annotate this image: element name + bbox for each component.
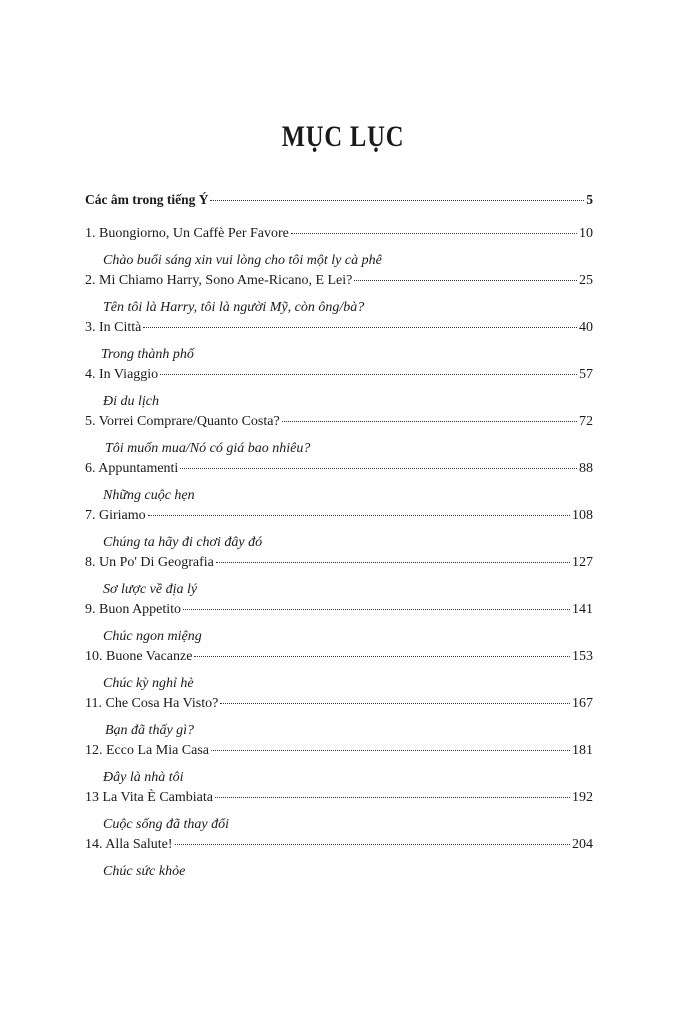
dot-leader <box>291 232 577 234</box>
toc-entry-page: 127 <box>572 554 593 570</box>
toc-entry-page: 40 <box>579 319 593 335</box>
toc-entry <box>85 790 593 814</box>
toc-entry-page: 57 <box>579 366 593 382</box>
toc-entry-subtitle: Chúc sức khỏe <box>103 864 186 879</box>
toc-entry <box>85 649 593 673</box>
page-title: MỤC LỤC <box>281 120 405 153</box>
dot-leader <box>194 655 570 657</box>
toc-entry <box>85 508 593 532</box>
dot-leader <box>183 608 570 610</box>
toc-entry-label: 8. Un Po' Di Geografia <box>85 554 214 570</box>
toc-entry-page: 5 <box>586 192 593 207</box>
toc-entry-label: 4. In Viaggio <box>85 366 159 382</box>
toc-entry <box>85 367 593 391</box>
toc-entry-label: 13 La Vita È Cambiata <box>85 789 213 805</box>
toc-entry-page: 167 <box>572 695 593 711</box>
dot-leader <box>354 279 577 281</box>
toc-entry <box>85 273 593 297</box>
toc-entry-label: 3. In Città <box>85 319 142 335</box>
toc-entry-page: 10 <box>579 225 593 241</box>
toc-entry-page: 88 <box>579 460 593 476</box>
toc-entry-subtitle: Tên tôi là Harry, tôi là người Mỹ, còn ông/bà? <box>103 300 365 315</box>
toc-entry-subtitle: Chúng ta hãy đi chơi đây đó <box>103 535 263 550</box>
toc-entry-page: 181 <box>572 742 593 758</box>
dot-leader <box>143 326 577 328</box>
dot-leader <box>180 467 577 469</box>
toc-entry-page: 108 <box>572 507 593 523</box>
toc-entry <box>85 555 593 579</box>
toc-entry-label: 6. Appuntamenti <box>85 460 179 476</box>
toc-entry-subtitle: Chúc kỳ nghỉ hè <box>103 676 194 691</box>
toc-entry-page: 25 <box>579 272 593 288</box>
toc-entry-subtitle: Sơ lược về địa lý <box>103 582 198 597</box>
dot-leader <box>210 199 584 201</box>
dot-leader <box>175 843 571 845</box>
toc-entry-subtitle: Chào buổi sáng xin vui lòng cho tôi một ly cà phê <box>103 253 382 268</box>
toc-entry-subtitle: Cuộc sống đã thay đổi <box>103 817 229 832</box>
toc-entry-page: 153 <box>572 648 593 664</box>
toc-entry-subtitle: Những cuộc hẹn <box>103 488 195 503</box>
toc-entry-label: 11. Che Cosa Ha Visto? <box>85 695 219 711</box>
table-of-contents <box>85 192 593 884</box>
dot-leader <box>160 373 577 375</box>
toc-entry-label: 14. Alla Salute! <box>85 836 173 852</box>
toc-entry-page: 72 <box>579 413 593 429</box>
toc-entry <box>85 320 593 344</box>
dot-leader <box>211 749 570 751</box>
toc-entry-label: 9. Buon Appetito <box>85 601 182 617</box>
toc-entry-intro <box>85 192 593 216</box>
dot-leader <box>215 796 570 798</box>
toc-entry-subtitle: Tôi muốn mua/Nó có giá bao nhiêu? <box>105 441 311 456</box>
toc-entry-page: 192 <box>572 789 593 805</box>
toc-entry-page: 141 <box>572 601 593 617</box>
toc-entry-label: Các âm trong tiếng Ý <box>85 192 209 207</box>
toc-entry-subtitle: Đây là nhà tôi <box>103 770 184 785</box>
dot-leader <box>216 561 570 563</box>
toc-entry <box>85 602 593 626</box>
toc-entry <box>85 226 593 250</box>
toc-entry-label: 1. Buongiorno, Un Caffè Per Favore <box>85 225 289 241</box>
toc-entry-subtitle: Trong thành phố <box>101 347 194 362</box>
toc-entry <box>85 837 593 861</box>
dot-leader <box>148 514 570 516</box>
toc-entry <box>85 461 593 485</box>
toc-entry-subtitle: Chúc ngon miệng <box>103 629 202 644</box>
toc-entry-subtitle: Đi du lịch <box>103 394 159 409</box>
toc-entry-label: 5. Vorrei Comprare/Quanto Costa? <box>85 413 280 429</box>
toc-entry-label: 2. Mi Chiamo Harry, Sono Ame-Ricano, E Lei? <box>85 272 353 288</box>
toc-entry-label: 12. Ecco La Mia Casa <box>85 742 210 758</box>
dot-leader <box>220 702 570 704</box>
toc-entry-subtitle: Bạn đã thấy gì? <box>105 723 195 738</box>
toc-entry-page: 204 <box>572 836 593 852</box>
toc-entry-label: 10. Buone Vacanze <box>85 648 193 664</box>
toc-entry-label: 7. Giriamo <box>85 507 146 523</box>
toc-entry <box>85 696 593 720</box>
dot-leader <box>282 420 577 422</box>
toc-entry <box>85 743 593 767</box>
toc-entry <box>85 414 593 438</box>
